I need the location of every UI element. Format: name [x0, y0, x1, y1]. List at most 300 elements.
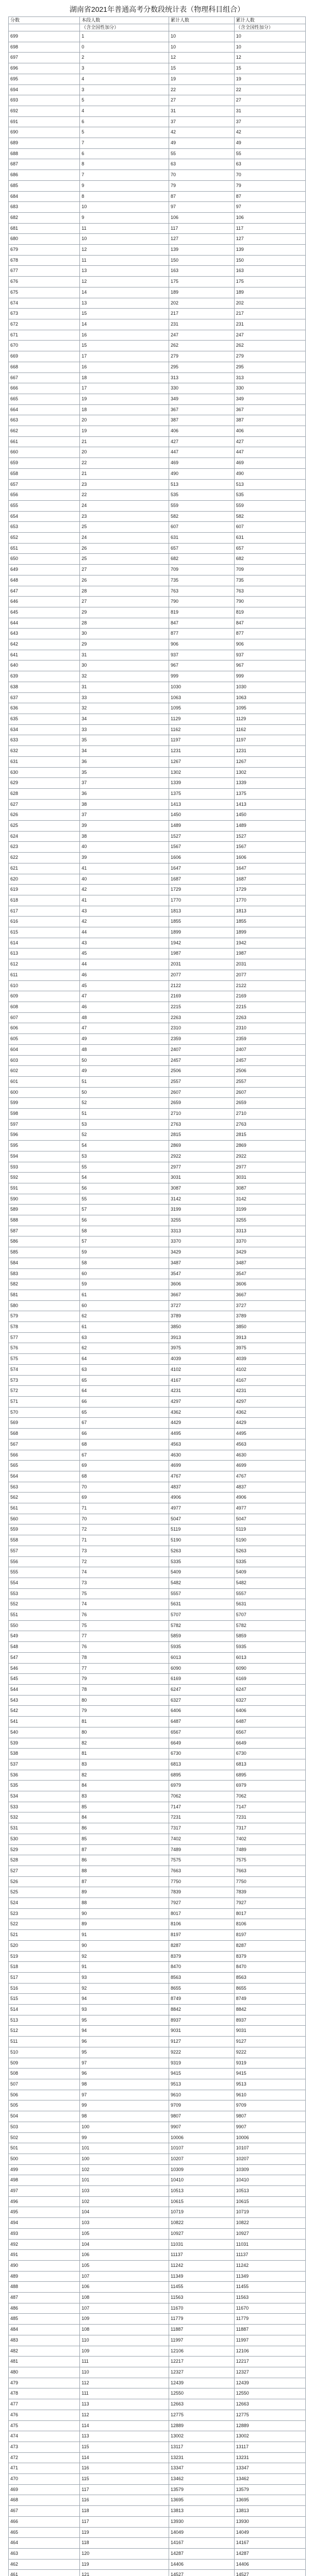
score-cell: 494	[9, 2218, 80, 2229]
cumulative-bonus-cell: 1489	[234, 821, 305, 832]
cumulative-count-cell: 1855	[169, 917, 235, 927]
cumulative-bonus-cell: 217	[234, 309, 305, 319]
segment-count-cell: 4	[80, 106, 169, 116]
segment-count-cell: 6	[80, 148, 169, 159]
table-row	[9, 1300, 306, 1311]
cumulative-bonus-cell: 349	[234, 394, 305, 404]
table-row	[9, 1279, 306, 1290]
cumulative-bonus-cell: 27	[234, 95, 305, 106]
cumulative-bonus-cell: 2457	[234, 1055, 305, 1066]
cumulative-bonus-cell: 19	[234, 74, 305, 84]
score-cell: 621	[9, 863, 80, 874]
cumulative-bonus-cell: 4767	[234, 1471, 305, 1482]
score-cell: 485	[9, 2314, 80, 2325]
score-cell: 524	[9, 1898, 80, 1909]
cumulative-bonus-cell: 5409	[234, 1567, 305, 1578]
table-row	[9, 362, 306, 372]
cumulative-bonus-cell: 1729	[234, 885, 305, 895]
segment-count-cell: 46	[80, 1002, 169, 1012]
cumulative-bonus-cell: 513	[234, 479, 305, 490]
segment-count-cell: 3	[80, 63, 169, 74]
cumulative-count-cell: 10719	[169, 2207, 235, 2218]
segment-count-cell: 70	[80, 1514, 169, 1524]
cumulative-bonus-cell: 14049	[234, 2527, 305, 2538]
table-row	[9, 2378, 306, 2388]
header-row-1	[9, 17, 306, 24]
score-cell: 597	[9, 1119, 80, 1130]
cumulative-count-cell: 4906	[169, 1493, 235, 1503]
cumulative-count-cell: 2659	[169, 1098, 235, 1109]
cumulative-count-cell: 2977	[169, 1162, 235, 1173]
score-cell: 591	[9, 1183, 80, 1194]
cumulative-count-cell: 3487	[169, 1258, 235, 1268]
cumulative-count-cell: 6487	[169, 1717, 235, 1727]
cumulative-bonus-cell: 295	[234, 362, 305, 372]
cumulative-bonus-cell: 1567	[234, 842, 305, 853]
segment-count-cell: 114	[80, 2420, 169, 2431]
score-cell: 618	[9, 895, 80, 906]
header-score: 分数	[9, 17, 80, 24]
cumulative-count-cell: 1729	[169, 885, 235, 895]
score-cell: 480	[9, 2367, 80, 2378]
segment-count-cell: 103	[80, 2218, 169, 2229]
score-cell: 466	[9, 2516, 80, 2527]
score-cell: 629	[9, 778, 80, 789]
segment-count-cell: 90	[80, 1908, 169, 1919]
table-row	[9, 1023, 306, 1034]
table-row	[9, 1930, 306, 1941]
cumulative-count-cell: 7663	[169, 1866, 235, 1876]
segment-count-cell: 79	[80, 1706, 169, 1717]
table-row	[9, 831, 306, 842]
cumulative-count-cell: 14406	[169, 2559, 235, 2570]
segment-count-cell: 70	[80, 1482, 169, 1493]
score-cell: 643	[9, 629, 80, 639]
cumulative-bonus-cell: 937	[234, 650, 305, 660]
cumulative-bonus-cell: 1987	[234, 948, 305, 959]
score-cell: 678	[9, 255, 80, 266]
score-cell: 654	[9, 511, 80, 522]
score-cell: 542	[9, 1706, 80, 1717]
cumulative-bonus-cell: 5631	[234, 1599, 305, 1610]
cumulative-bonus-cell: 3487	[234, 1258, 305, 1268]
score-cell: 576	[9, 1343, 80, 1354]
cumulative-bonus-cell: 31	[234, 106, 305, 116]
score-cell: 476	[9, 2410, 80, 2420]
cumulative-bonus-cell: 709	[234, 565, 305, 575]
cumulative-bonus-cell: 6567	[234, 1727, 305, 1738]
segment-count-cell: 29	[80, 639, 169, 650]
cumulative-count-cell: 5782	[169, 1620, 235, 1631]
table-row	[9, 1588, 306, 1599]
cumulative-count-cell: 127	[169, 234, 235, 245]
segment-count-cell: 24	[80, 500, 169, 511]
cumulative-count-cell: 4167	[169, 1375, 235, 1386]
cumulative-bonus-cell: 12106	[234, 2346, 305, 2357]
cumulative-count-cell: 5335	[169, 1556, 235, 1567]
table-row	[9, 1610, 306, 1621]
score-cell: 561	[9, 1503, 80, 1514]
cumulative-bonus-cell: 11563	[234, 2293, 305, 2303]
cumulative-bonus-cell: 1162	[234, 724, 305, 735]
cumulative-count-cell: 1899	[169, 927, 235, 938]
cumulative-count-cell: 1095	[169, 703, 235, 714]
segment-count-cell: 17	[80, 383, 169, 394]
cumulative-bonus-cell: 5482	[234, 1578, 305, 1588]
segment-count-cell: 83	[80, 1759, 169, 1770]
segment-count-cell: 107	[80, 2303, 169, 2314]
cumulative-bonus-cell: 4039	[234, 1354, 305, 1365]
score-cell: 478	[9, 2388, 80, 2399]
cumulative-count-cell: 1489	[169, 821, 235, 832]
table-row	[9, 991, 306, 1002]
table-row	[9, 2346, 306, 2357]
cumulative-bonus-cell: 3313	[234, 1226, 305, 1236]
cumulative-count-cell: 13002	[169, 2431, 235, 2442]
segment-count-cell: 77	[80, 1631, 169, 1642]
score-cell: 521	[9, 1930, 80, 1941]
score-cell: 550	[9, 1620, 80, 1631]
cumulative-bonus-cell: 4167	[234, 1375, 305, 1386]
score-cell: 693	[9, 95, 80, 106]
score-cell: 465	[9, 2527, 80, 2538]
table-row	[9, 180, 306, 191]
segment-count-cell: 90	[80, 1940, 169, 1951]
cumulative-bonus-cell: 999	[234, 671, 305, 682]
segment-count-cell: 118	[80, 2506, 169, 2517]
table-row	[9, 116, 306, 127]
score-cell: 562	[9, 1493, 80, 1503]
score-cell: 631	[9, 756, 80, 767]
score-cell: 590	[9, 1194, 80, 1205]
score-cell: 496	[9, 2196, 80, 2207]
score-cell: 593	[9, 1162, 80, 1173]
cumulative-count-cell: 9709	[169, 2100, 235, 2111]
table-row	[9, 500, 306, 511]
segment-count-cell: 107	[80, 2271, 169, 2282]
score-cell: 661	[9, 436, 80, 447]
score-cell: 648	[9, 575, 80, 586]
table-row	[9, 2250, 306, 2261]
score-cell: 641	[9, 650, 80, 660]
score-cell: 672	[9, 319, 80, 330]
score-cell: 684	[9, 191, 80, 202]
cumulative-count-cell: 2310	[169, 1023, 235, 1034]
score-cell: 504	[9, 2111, 80, 2122]
segment-count-cell: 31	[80, 682, 169, 692]
table-row	[9, 1599, 306, 1610]
table-row	[9, 1215, 306, 1226]
table-row	[9, 447, 306, 458]
table-row	[9, 1183, 306, 1194]
cumulative-count-cell: 1770	[169, 895, 235, 906]
cumulative-count-cell: 11997	[169, 2335, 235, 2346]
cumulative-bonus-cell: 9907	[234, 2122, 305, 2132]
score-cell: 539	[9, 1738, 80, 1749]
table-row	[9, 629, 306, 639]
table-row	[9, 853, 306, 863]
cumulative-count-cell: 6169	[169, 1674, 235, 1685]
segment-count-cell: 19	[80, 426, 169, 437]
table-row	[9, 863, 306, 874]
table-row	[9, 1556, 306, 1567]
cumulative-bonus-cell: 11242	[234, 2260, 305, 2271]
segment-count-cell: 76	[80, 1642, 169, 1653]
cumulative-bonus-cell: 11031	[234, 2239, 305, 2250]
cumulative-bonus-cell: 11779	[234, 2314, 305, 2325]
segment-count-cell: 27	[80, 565, 169, 575]
cumulative-bonus-cell: 3547	[234, 1268, 305, 1279]
cumulative-bonus-cell: 202	[234, 298, 305, 309]
score-cell: 572	[9, 1386, 80, 1397]
score-cell: 506	[9, 2090, 80, 2100]
cumulative-count-cell: 1567	[169, 842, 235, 853]
segment-count-cell: 60	[80, 1268, 169, 1279]
cumulative-bonus-cell: 10	[234, 31, 305, 42]
table-row	[9, 2442, 306, 2452]
table-row	[9, 266, 306, 277]
segment-count-cell: 31	[80, 650, 169, 660]
score-cell: 578	[9, 1322, 80, 1333]
cumulative-count-cell: 10006	[169, 2132, 235, 2143]
cumulative-count-cell: 295	[169, 362, 235, 372]
cumulative-count-cell: 7231	[169, 1812, 235, 1823]
cumulative-count-cell: 6247	[169, 1684, 235, 1695]
cumulative-count-cell: 790	[169, 597, 235, 607]
cumulative-bonus-cell: 763	[234, 586, 305, 597]
segment-count-cell: 88	[80, 1866, 169, 1876]
cumulative-bonus-cell: 8842	[234, 2005, 305, 2015]
table-row	[9, 74, 306, 84]
cumulative-count-cell: 349	[169, 394, 235, 404]
cumulative-bonus-cell: 406	[234, 426, 305, 437]
cumulative-bonus-cell: 4563	[234, 1439, 305, 1450]
segment-count-cell: 88	[80, 1898, 169, 1909]
cumulative-bonus-cell: 3667	[234, 1290, 305, 1300]
cumulative-bonus-cell: 106	[234, 212, 305, 223]
score-cell: 683	[9, 202, 80, 213]
segment-count-cell: 110	[80, 2367, 169, 2378]
cumulative-bonus-cell: 5190	[234, 1535, 305, 1546]
segment-count-cell: 52	[80, 1130, 169, 1141]
score-cell: 667	[9, 372, 80, 383]
score-cell: 674	[9, 298, 80, 309]
score-cell: 650	[9, 554, 80, 565]
table-row	[9, 1514, 306, 1524]
score-cell: 691	[9, 116, 80, 127]
table-row	[9, 2100, 306, 2111]
table-row	[9, 692, 306, 703]
segment-count-cell: 56	[80, 1215, 169, 1226]
score-cell: 657	[9, 479, 80, 490]
cumulative-count-cell: 6013	[169, 1652, 235, 1663]
table-row	[9, 1034, 306, 1045]
cumulative-count-cell: 447	[169, 447, 235, 458]
table-row	[9, 309, 306, 319]
score-cell: 633	[9, 735, 80, 746]
cumulative-bonus-cell: 11887	[234, 2325, 305, 2335]
cumulative-bonus-cell: 1339	[234, 778, 305, 789]
segment-count-cell: 83	[80, 1791, 169, 1802]
score-cell: 584	[9, 1258, 80, 1268]
cumulative-bonus-cell: 14287	[234, 2548, 305, 2559]
table-row	[9, 1940, 306, 1951]
cumulative-bonus-cell: 1302	[234, 767, 305, 778]
cumulative-bonus-cell: 4837	[234, 1482, 305, 1493]
table-row	[9, 778, 306, 789]
table-row	[9, 980, 306, 991]
cumulative-bonus-cell: 6979	[234, 1781, 305, 1791]
table-row	[9, 639, 306, 650]
cumulative-count-cell: 3031	[169, 1173, 235, 1183]
segment-count-cell: 59	[80, 1247, 169, 1258]
table-row	[9, 1578, 306, 1588]
table-row	[9, 2079, 306, 2090]
score-cell: 546	[9, 1663, 80, 1674]
table-row	[9, 2431, 306, 2442]
score-cell: 646	[9, 597, 80, 607]
table-row	[9, 948, 306, 959]
table-row	[9, 607, 306, 618]
cumulative-count-cell: 87	[169, 191, 235, 202]
cumulative-count-cell: 5707	[169, 1610, 235, 1621]
cumulative-bonus-cell: 4630	[234, 1450, 305, 1461]
cumulative-count-cell: 313	[169, 372, 235, 383]
cumulative-bonus-cell: 6013	[234, 1652, 305, 1663]
segment-count-cell: 38	[80, 831, 169, 842]
cumulative-bonus-cell: 2506	[234, 1066, 305, 1077]
table-row	[9, 2239, 306, 2250]
segment-count-cell: 94	[80, 2026, 169, 2037]
cumulative-count-cell: 1267	[169, 756, 235, 767]
cumulative-count-cell: 657	[169, 543, 235, 554]
table-row	[9, 1546, 306, 1556]
table-row	[9, 1919, 306, 1930]
segment-count-cell: 68	[80, 1439, 169, 1450]
cumulative-count-cell: 6895	[169, 1770, 235, 1781]
segment-count-cell: 94	[80, 1994, 169, 2005]
segment-count-cell: 109	[80, 2346, 169, 2357]
score-cell: 636	[9, 703, 80, 714]
cumulative-count-cell: 8563	[169, 1972, 235, 1983]
segment-count-cell: 119	[80, 2559, 169, 2570]
cumulative-count-cell: 13930	[169, 2516, 235, 2527]
cumulative-bonus-cell: 1375	[234, 788, 305, 799]
segment-count-cell: 61	[80, 1322, 169, 1333]
segment-count-cell: 42	[80, 917, 169, 927]
table-row	[9, 2122, 306, 2132]
cumulative-count-cell: 819	[169, 607, 235, 618]
score-cell: 588	[9, 1215, 80, 1226]
segment-count-cell: 80	[80, 1727, 169, 1738]
segment-count-cell: 38	[80, 799, 169, 810]
cumulative-bonus-cell: 3255	[234, 1215, 305, 1226]
segment-count-cell: 42	[80, 885, 169, 895]
cumulative-count-cell: 1687	[169, 874, 235, 885]
table-row	[9, 2015, 306, 2026]
segment-count-cell: 34	[80, 746, 169, 757]
score-cell: 463	[9, 2548, 80, 2559]
table-row	[9, 468, 306, 479]
cumulative-bonus-cell: 7147	[234, 1802, 305, 1812]
cumulative-bonus-cell: 3429	[234, 1247, 305, 1258]
cumulative-count-cell: 11670	[169, 2303, 235, 2314]
segment-count-cell: 100	[80, 2122, 169, 2132]
cumulative-count-cell: 189	[169, 287, 235, 298]
score-cell: 473	[9, 2442, 80, 2452]
score-cell: 553	[9, 1588, 80, 1599]
cumulative-count-cell: 10	[169, 42, 235, 53]
cumulative-count-cell: 10822	[169, 2218, 235, 2229]
cumulative-bonus-cell: 5859	[234, 1631, 305, 1642]
table-row	[9, 426, 306, 437]
cumulative-bonus-cell: 1231	[234, 746, 305, 757]
table-row	[9, 383, 306, 394]
cumulative-count-cell: 9610	[169, 2090, 235, 2100]
cumulative-bonus-cell: 8749	[234, 1994, 305, 2005]
segment-count-cell: 13	[80, 266, 169, 277]
table-row	[9, 1684, 306, 1695]
cumulative-count-cell: 631	[169, 533, 235, 544]
cumulative-count-cell: 1129	[169, 714, 235, 725]
table-row	[9, 2527, 306, 2538]
score-cell: 464	[9, 2538, 80, 2549]
table-row	[9, 1364, 306, 1375]
table-row	[9, 2325, 306, 2335]
cumulative-count-cell: 3199	[169, 1205, 235, 1215]
cumulative-count-cell: 14287	[169, 2548, 235, 2559]
cumulative-count-cell: 4977	[169, 1503, 235, 1514]
table-row	[9, 170, 306, 181]
segment-count-cell: 119	[80, 2527, 169, 2538]
cumulative-count-cell: 2122	[169, 980, 235, 991]
score-cell: 477	[9, 2399, 80, 2410]
score-cell: 608	[9, 1002, 80, 1012]
cumulative-count-cell: 469	[169, 458, 235, 469]
segment-count-cell: 39	[80, 853, 169, 863]
score-cell: 567	[9, 1439, 80, 1450]
segment-count-cell: 81	[80, 1717, 169, 1727]
cumulative-bonus-cell: 3199	[234, 1205, 305, 1215]
cumulative-bonus-cell: 7062	[234, 1791, 305, 1802]
cumulative-count-cell: 5119	[169, 1524, 235, 1535]
score-cell: 475	[9, 2420, 80, 2431]
cumulative-bonus-cell: 12217	[234, 2357, 305, 2367]
cumulative-count-cell: 1339	[169, 778, 235, 789]
score-cell: 587	[9, 1226, 80, 1236]
table-row	[9, 351, 306, 362]
score-cell: 461	[9, 2570, 80, 2576]
cumulative-count-cell: 11455	[169, 2282, 235, 2293]
score-cell: 630	[9, 767, 80, 778]
cumulative-count-cell: 6979	[169, 1781, 235, 1791]
cumulative-bonus-cell: 7575	[234, 1855, 305, 1866]
cumulative-count-cell: 49	[169, 138, 235, 149]
cumulative-bonus-cell: 682	[234, 554, 305, 565]
cumulative-bonus-cell: 2215	[234, 1002, 305, 1012]
cumulative-count-cell: 12663	[169, 2399, 235, 2410]
score-cell: 471	[9, 2463, 80, 2474]
table-row	[9, 159, 306, 170]
score-cell: 682	[9, 212, 80, 223]
cumulative-bonus-cell: 127	[234, 234, 305, 245]
score-cell: 600	[9, 1087, 80, 1098]
cumulative-bonus-cell: 9513	[234, 2079, 305, 2090]
cumulative-bonus-cell: 2710	[234, 1109, 305, 1120]
table-row	[9, 255, 306, 266]
table-row	[9, 1173, 306, 1183]
score-cell: 577	[9, 1332, 80, 1343]
